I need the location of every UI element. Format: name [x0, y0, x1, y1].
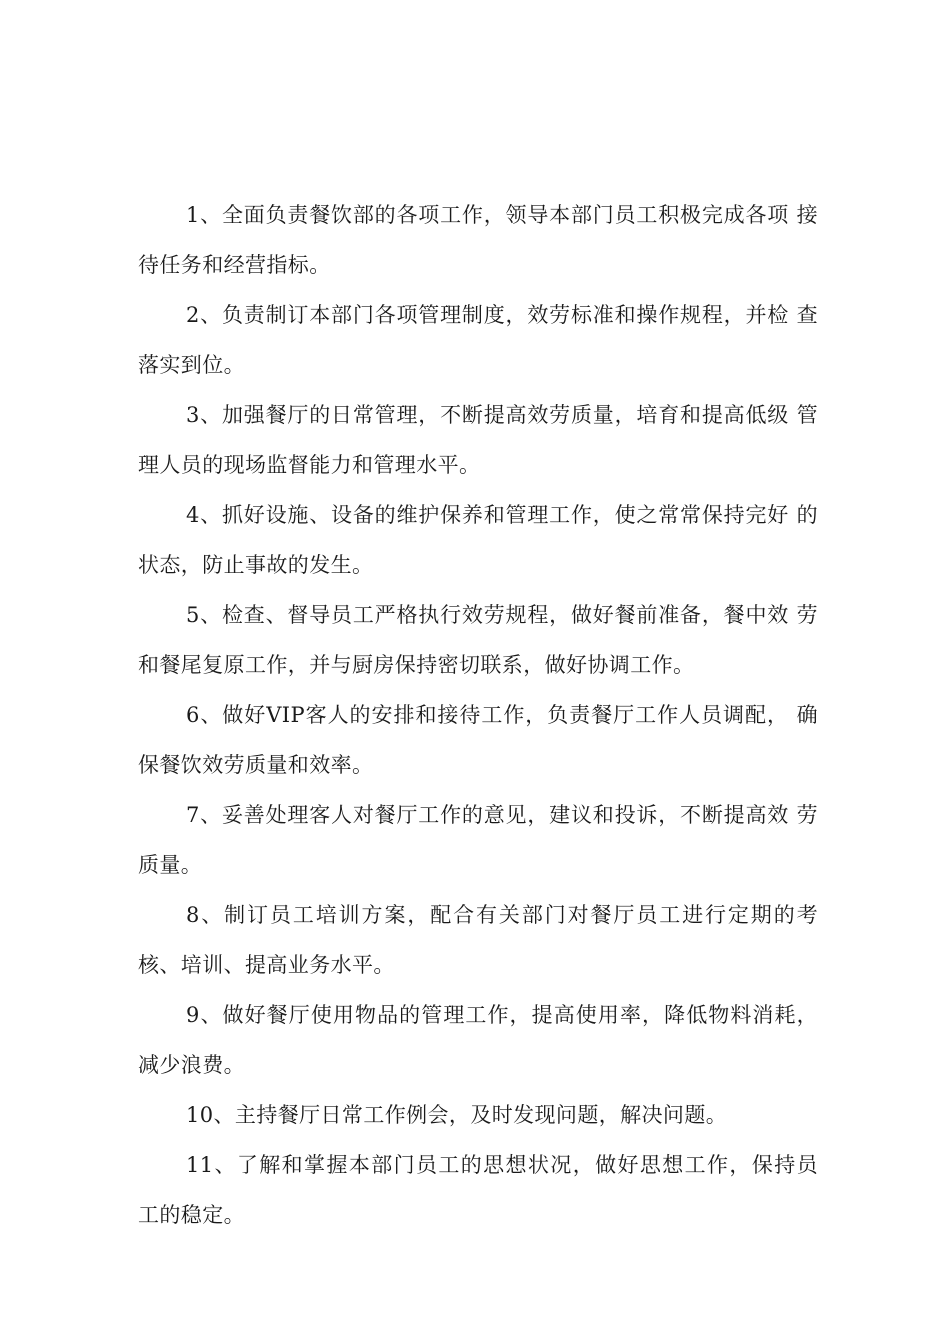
- duty-paragraph-10: 10、主持餐厅日常工作例会，及时发现问题，解决问题。: [186, 1103, 728, 1127]
- duty-paragraph-8: 8、制订员工培训方案，配合有关部门对餐厅员工进行定期的考核、培训、提高业务水平。: [138, 903, 818, 977]
- duty-paragraph-2: 2、负责制订本部门各项管理制度，效劳标准和操作规程，并检 查落实到位。: [138, 303, 818, 377]
- duty-paragraph-9: 9、做好餐厅使用物品的管理工作，提高使用率，降低物料消耗，减少浪费。: [138, 1003, 818, 1077]
- duty-paragraph-6: 6、做好VIP客人的安排和接待工作，负责餐厅工作人员调配， 确保餐饮效劳质量和效率。: [138, 703, 818, 777]
- duty-paragraph-1: 1、全面负责餐饮部的各项工作，领导本部门员工积极完成各项 接待任务和经营指标。: [138, 203, 818, 277]
- duty-paragraph-3: 3、加强餐厅的日常管理，不断提高效劳质量，培育和提高低级 管理人员的现场监督能力和管理水平。: [138, 403, 818, 477]
- duty-paragraph-4: 4、抓好设施、设备的维护保养和管理工作，使之常常保持完好 的状态，防止事故的发生。: [138, 503, 818, 577]
- duty-paragraph-5: 5、检查、督导员工严格执行效劳规程，做好餐前准备，餐中效 劳和餐尾复原工作，并与厨房保持密切联系，做好协调工作。: [138, 603, 818, 677]
- duty-paragraph-7: 7、妥善处理客人对餐厅工作的意见，建议和投诉，不断提高效 劳质量。: [138, 803, 818, 877]
- document-body: [138, 190, 818, 1240]
- duty-paragraph-11: 11、了解和掌握本部门员工的思想状况，做好思想工作，保持员 工的稳定。: [138, 1153, 818, 1227]
